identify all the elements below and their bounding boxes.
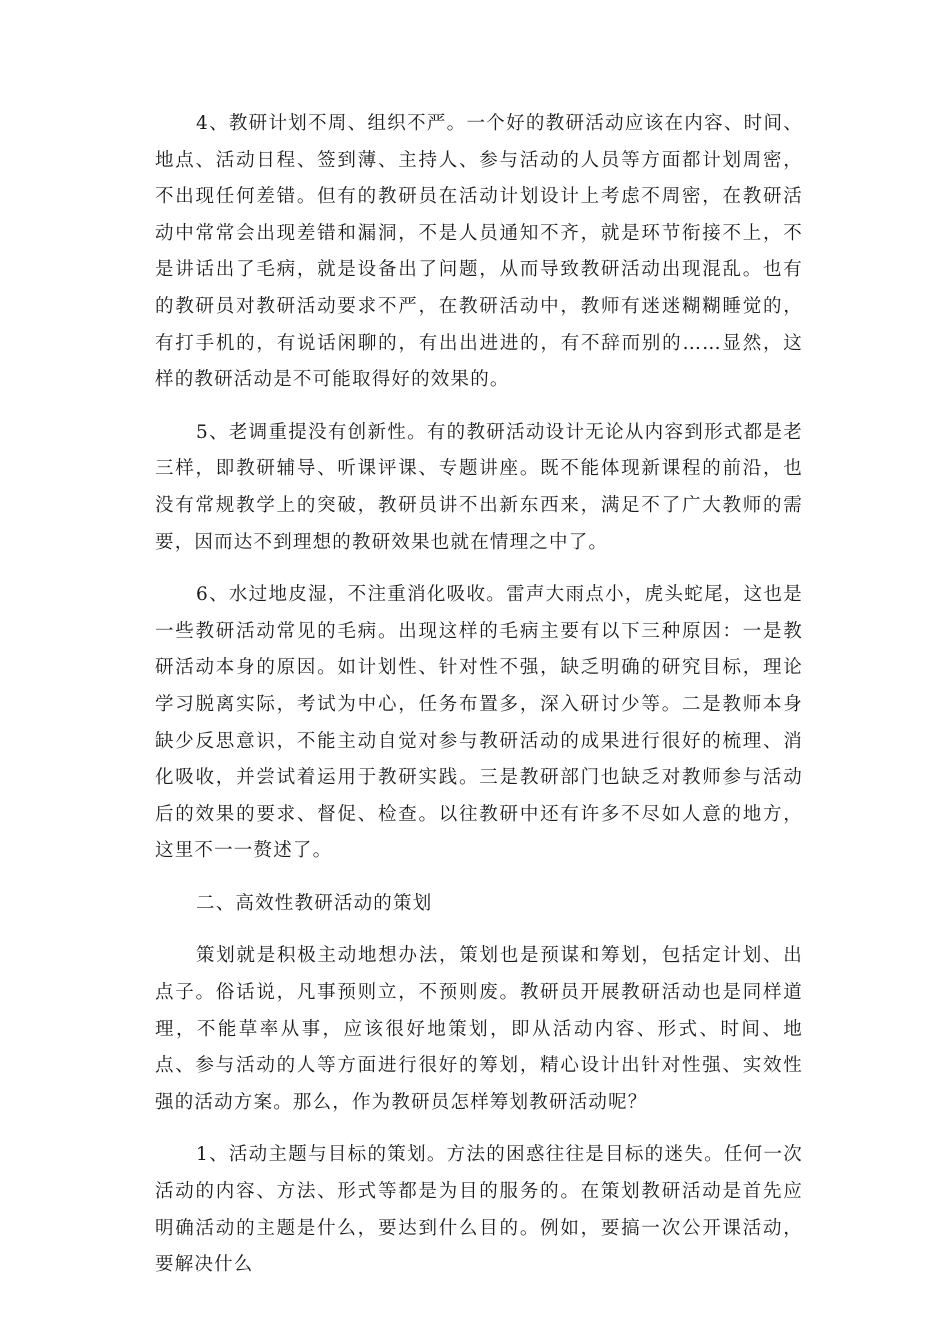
paragraph-item-5: 5、老调重提没有创新性。有的教研活动设计无论从内容到形式都是老三样，即教研辅导、听课评课、专题讲座。既不能体现新课程的前沿，也没有常规教学上的突破，教研员讲不出新东西来，满足不了广大教师的需要，因而达不到理想的教研效果也就在情理之中了。: [155, 421, 803, 553]
paragraph-item-6: 6、水过地皮湿，不注重消化吸收。雷声大雨点小，虎头蛇尾，这也是一些教研活动常见的毛病。出现这样的毛病主要有以下三种原因：一是教研活动本身的原因。如计划性、针对性不强，缺乏明确的研究目标，理论学习脱离实际，考试为中心，任务布置多，深入研讨少等。二是教师本身缺少反思意识，不能主动自觉对参与教研活动的成果进行很好的梳理、消化吸收，并尝试着运用于教研实践。三是教研部门也缺乏对教师参与活动后的效果的要求、督促、检查。以往教研中还有许多不尽如人意的地方，这里不一一赘述了。: [155, 584, 803, 862]
paragraph-planning-intro: 策划就是积极主动地想办法，策划也是预谋和筹划，包括定计划、出点子。俗话说，凡事预则立，不预则废。教研员开展教研活动也是同样道理，不能草率从事，应该很好地策划，即从活动内容、形式、时间、地点、参与活动的人等方面进行很好的筹划，精心设计出针对性强、实效性强的活动方案。那么，作为教研员怎样筹划教研活动呢？: [155, 945, 803, 1113]
section-heading: 二、高效性教研活动的策划: [196, 892, 433, 914]
paragraph-item-1-theme-goal: 1、活动主题与目标的策划。方法的困惑往往是目标的迷失。任何一次活动的内容、方法、形式等都是为目的服务的。在策划教研活动是首先应明确活动的主题是什么，要达到什么目的。例如，要搞一次公开课活动，要解决什么: [155, 1144, 803, 1276]
document-body: [155, 106, 803, 1300]
paragraph-item-4: 4、教研计划不周、组织不严。一个好的教研活动应该在内容、时间、地点、活动日程、签到薄、主持人、参与活动的人员等方面都计划周密，不出现任何差错。但有的教研员在活动计划设计上考虑不周密，在教研活动中常常会出现差错和漏洞，不是人员通知不齐，就是环节衔接不上，不是讲话出了毛病，就是设备出了问题，从而导致教研活动出现混乱。也有的教研员对教研活动要求不严，在教研活动中，教师有迷迷糊糊睡觉的，有打手机的，有说话闲聊的，有出出进进的，有不辞而别的……显然，这样的教研活动是不可能取得好的效果的。: [155, 113, 803, 391]
